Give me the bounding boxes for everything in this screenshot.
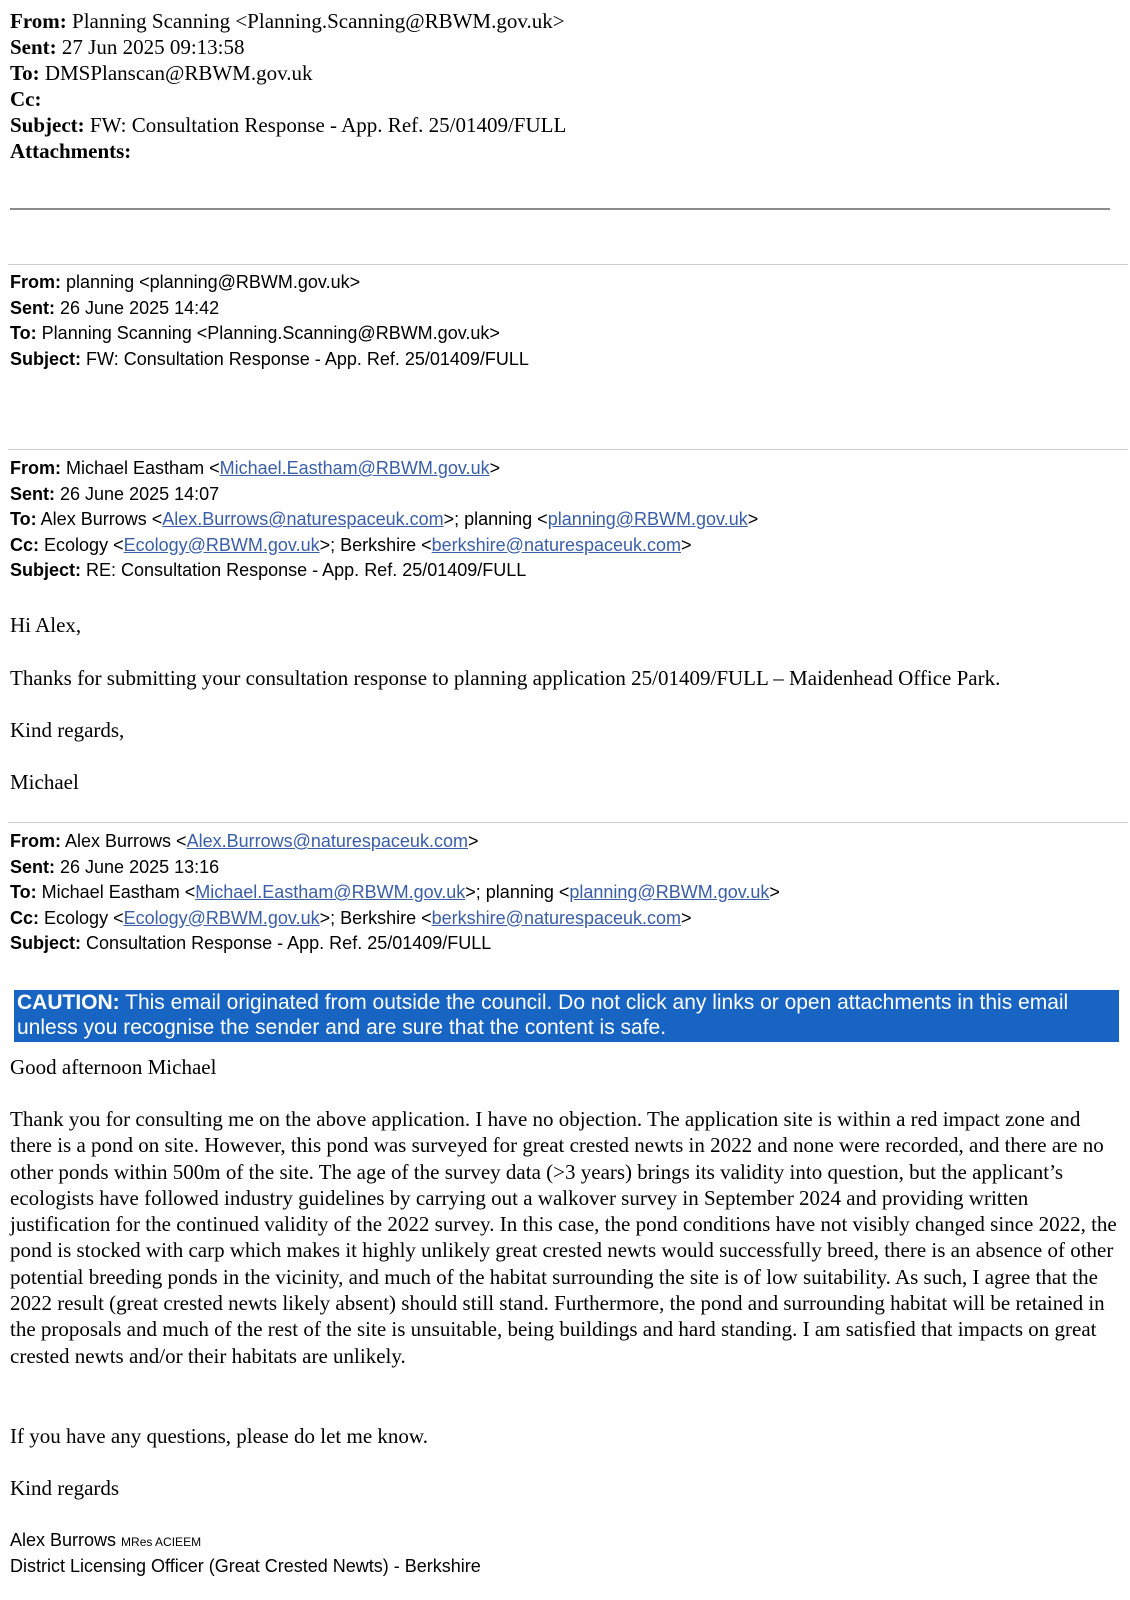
email-link[interactable]: berkshire@naturespaceuk.com: [431, 907, 682, 928]
email-link[interactable]: planning@RBWM.gov.uk: [547, 509, 748, 529]
email3-header: [10, 829, 1120, 957]
email-link[interactable]: Ecology@RBWM.gov.uk: [123, 907, 320, 928]
email3-closing: Kind regards: [10, 1476, 120, 1500]
email3-body: Thank you for consulting me on the above application. I have no objection. The application site is within a red impact zone and there is a pond on site. However, this pond was surveyed for great crested newts in 2022 and none were recorded, and there are no other ponds within 500m of the site. The age of the survey data (>3 years) brings its validity into question, but the applicant’s ecologists have followed industry guidelines by carrying out a walkover survey in September 2024 and providing written justification for the continued validity of the 2022 survey. In this case, the pond conditions have not visibly changed since 2022, the pond is stocked with carp which makes it highly unlikely great crested newts would successfully breed, there is an absence of other potential breeding ponds in the vicinity, and much of the habitat surrounding the site is of low suitability. As such, I agree that the 2022 result (great crested newts likely absent) should still stand. Furthermore, the pond and surrounding habitat will be retained in the proposals and much of the rest of the site is unsuitable, being buildings and hard standing. I am satisfied that impacts on great crested newts and/or their habitats are unlikely.: [10, 1107, 1117, 1368]
email-separator: [8, 822, 1128, 823]
signature-name-line: [10, 1527, 201, 1555]
header-subject: Subject: FW: Consultation Response - App. Ref. 25/01409/FULL: [10, 113, 567, 137]
email-link[interactable]: Michael.Eastham@RBWM.gov.uk: [195, 882, 466, 902]
email2-sent: Sent: 26 June 2025 14:07: [10, 483, 220, 504]
email1-subject: Subject: FW: Consultation Response - App. Ref. 25/01409/FULL: [10, 348, 529, 369]
email-link[interactable]: Michael.Eastham@RBWM.gov.uk: [219, 458, 490, 478]
email1-sent: Sent: 26 June 2025 14:42: [10, 297, 220, 318]
email-link[interactable]: planning@RBWM.gov.uk: [569, 882, 770, 902]
email2-subject: Subject: RE: Consultation Response - App. Ref. 25/01409/FULL: [10, 560, 527, 580]
email2-cc: Cc: Ecology <Ecology@RBWM.gov.uk>; Berkshire <berkshire@naturespaceuk.com>: [10, 534, 692, 555]
caution-label: CAUTION:: [17, 991, 120, 1014]
signature-qualifications: MRes ACIEEM: [121, 1535, 202, 1549]
header-subject-value: FW: Consultation Response - App. Ref. 25/01409/FULL: [89, 113, 567, 137]
email3-subject: Subject: Consultation Response - App. Ref. 25/01409/FULL: [10, 933, 492, 953]
email-link[interactable]: Alex.Burrows@naturespaceuk.com: [162, 509, 444, 529]
header-cc: Cc:: [10, 87, 42, 111]
email3-greeting: Good afternoon Michael: [10, 1055, 217, 1079]
email2-closing: Kind regards,: [10, 718, 125, 742]
email-link[interactable]: Ecology@RBWM.gov.uk: [123, 534, 320, 555]
email2-signature: Michael: [10, 770, 79, 794]
header-from-value: Planning Scanning <Planning.Scanning@RBWM.gov.uk>: [72, 9, 565, 33]
header-divider: [10, 208, 1110, 210]
header-sent-value: 27 Jun 2025 09:13:58: [61, 35, 245, 59]
email3-sent: Sent: 26 June 2025 13:16: [10, 856, 220, 877]
email-separator: [8, 449, 1128, 450]
email1-header: [10, 270, 1120, 372]
email1-from: From: planning <planning@RBWM.gov.uk>: [10, 272, 361, 292]
email3-from: From: Alex Burrows <Alex.Burrows@naturespaceuk.com>: [10, 831, 479, 851]
email1-to: To: Planning Scanning <Planning.Scanning@RBWM.gov.uk>: [10, 323, 500, 343]
email-separator: [8, 264, 1128, 265]
signature-title: District Licensing Officer (Great Crested Newts) - Berkshire: [10, 1556, 481, 1576]
email2-header: [10, 456, 1120, 584]
header-sent: Sent: 27 Jun 2025 09:13:58: [10, 35, 245, 59]
email3-questions: If you have any questions, please do let me know.: [10, 1424, 428, 1448]
email3-cc: Cc: Ecology <Ecology@RBWM.gov.uk>; Berkshire <berkshire@naturespaceuk.com>: [10, 907, 692, 928]
email2-from: From: Michael Eastham <Michael.Eastham@RBWM.gov.uk>: [10, 458, 501, 478]
message-header: [10, 8, 1110, 164]
email3-to: To: Michael Eastham <Michael.Eastham@RBWM.gov.uk>; planning <planning@RBWM.gov.uk>: [10, 882, 780, 902]
email2-greeting: Hi Alex,: [10, 613, 82, 637]
header-to-value: DMSPlanscan@RBWM.gov.uk: [44, 61, 313, 85]
email-link[interactable]: Alex.Burrows@naturespaceuk.com: [186, 831, 468, 851]
caution-banner: [14, 990, 1119, 1042]
email2-to: To: Alex Burrows <Alex.Burrows@naturespaceuk.com>; planning <planning@RBWM.gov.uk>: [10, 509, 759, 529]
signature-name: Alex Burrows: [10, 1530, 122, 1550]
caution-text: This email originated from outside the council. Do not click any links or open attachments in this email unless you recognise the sender and are sure that the content is safe.: [17, 991, 1069, 1039]
header-attachments: Attachments:: [10, 139, 132, 163]
header-to: To: DMSPlanscan@RBWM.gov.uk: [10, 61, 313, 85]
email2-body: Thanks for submitting your consultation response to planning application 25/01409/FULL – Maidenhead Office Park.: [10, 666, 1001, 690]
email-link[interactable]: berkshire@naturespaceuk.com: [431, 534, 682, 555]
header-from: From: Planning Scanning <Planning.Scanning@RBWM.gov.uk>: [10, 9, 565, 33]
